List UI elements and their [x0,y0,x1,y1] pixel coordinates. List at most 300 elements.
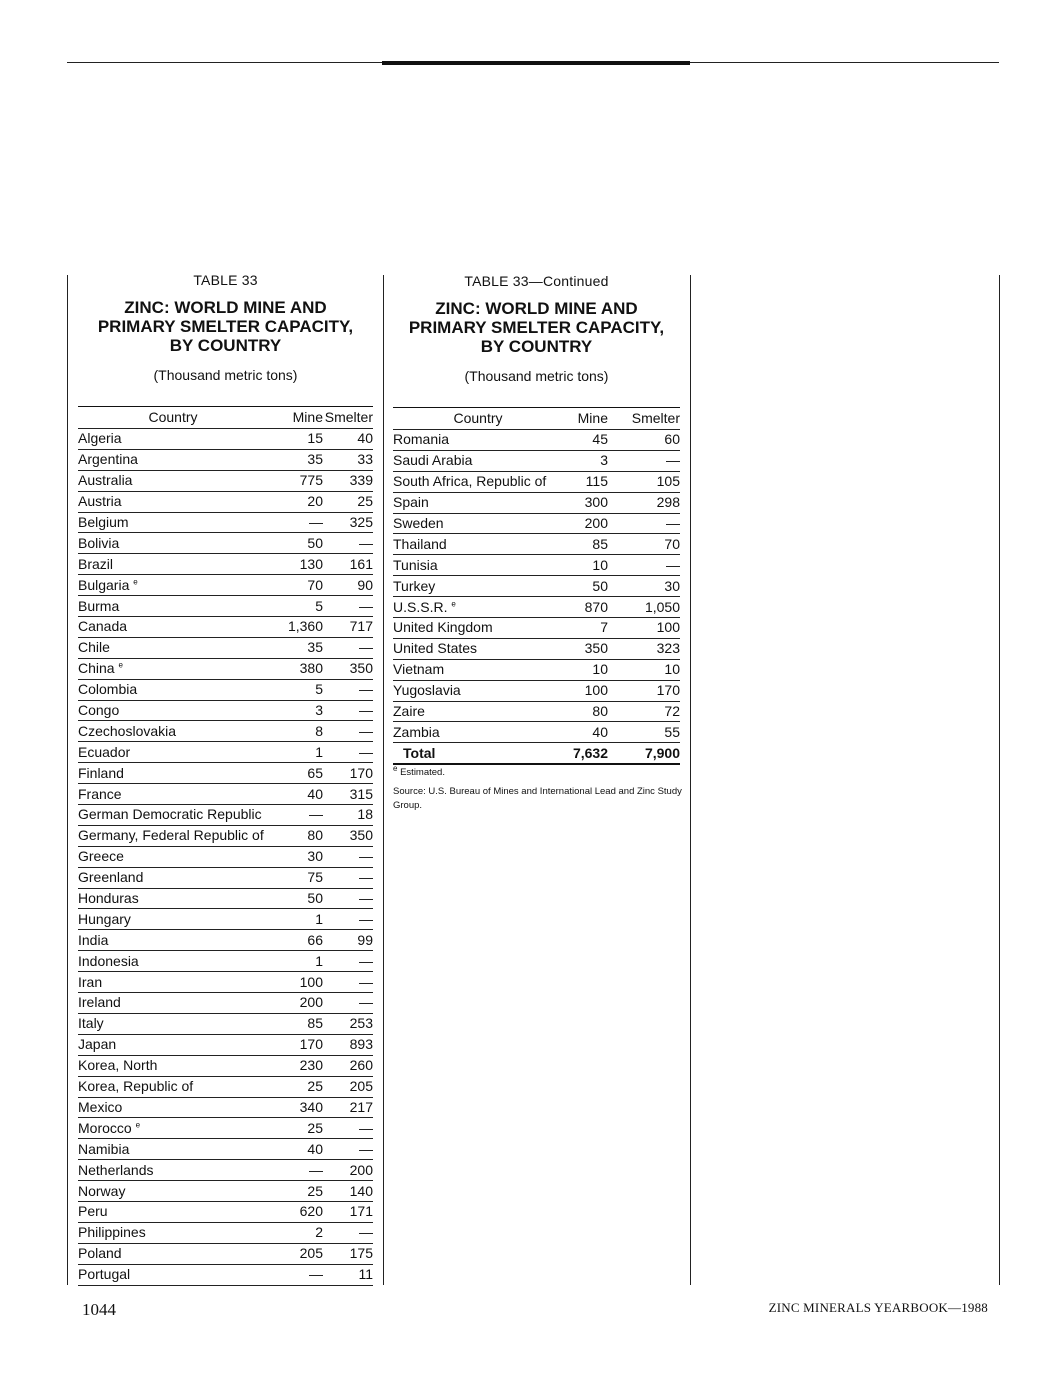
smelter-cell: — [323,596,373,617]
mine-cell: — [268,805,323,826]
country-cell [78,575,268,596]
country-name: Colombia [78,681,138,698]
country-name: Algeria [78,430,122,447]
country-name: Belgium [78,514,129,530]
smelter-cell: — [323,1222,373,1243]
country-cell [78,742,268,763]
right-table-number: TABLE 33—Continued [464,273,609,289]
smelter-cell: 1,050 [608,597,680,618]
country-name: Thailand [393,535,447,552]
left-title-line3: BY COUNTRY [169,336,282,355]
total-label: Total [393,743,563,764]
country-name: Japan [78,1036,117,1053]
header-country: Country [393,408,563,430]
table-row [78,1055,373,1076]
smelter-cell: — [323,909,373,930]
smelter-cell: 10 [608,659,680,680]
smelter-cell: 105 [608,471,680,492]
right-table-header-row [393,408,680,430]
country-cell [78,888,268,909]
total-mine: 7,632 [563,743,608,764]
country-name: United Kingdom [393,619,493,636]
country-name: Burma [78,597,120,614]
table-row [78,1181,373,1202]
country-name: Korea, Republic of [78,1078,194,1095]
table-row [393,555,680,576]
smelter-cell: 323 [608,638,680,659]
table-row [78,1034,373,1055]
country-name: Hungary [78,910,131,927]
header-mine: Mine [268,407,323,429]
smelter-cell: — [323,888,373,909]
country-name: Namibia [78,1140,130,1157]
mine-cell: 70 [268,575,323,596]
table-row [78,575,373,596]
smelter-cell: — [608,555,680,576]
mine-cell: 50 [268,533,323,554]
table-row [78,658,373,679]
table-row [78,1160,373,1181]
mine-cell: 100 [268,972,323,993]
country-name: Bulgaria [78,576,130,593]
country-cell [78,846,268,867]
smelter-cell: — [608,450,680,471]
table-row [393,722,680,743]
country-cell [78,491,268,512]
mine-cell: 7 [563,618,608,639]
mine-cell: 100 [563,680,608,701]
smelter-cell: 175 [323,1243,373,1264]
smelter-cell: — [323,742,373,763]
table-row [78,1222,373,1243]
country-cell [78,617,268,638]
mine-cell: 130 [268,554,323,575]
mine-cell: 8 [268,721,323,742]
country-name: Portugal [78,1266,131,1283]
table-row [78,637,373,658]
table-row [78,1201,373,1222]
table-row [78,846,373,867]
smelter-cell: 260 [323,1055,373,1076]
mine-cell: 40 [268,784,323,805]
mine-cell: 80 [268,825,323,846]
estimated-marker: e [135,1120,141,1130]
table-row [78,805,373,826]
mine-cell: 30 [268,846,323,867]
left-data-table [78,406,373,1286]
table-row [78,1243,373,1264]
table-row [78,1139,373,1160]
smelter-cell: 350 [323,658,373,679]
mine-cell: 1 [268,909,323,930]
mine-cell: 380 [268,658,323,679]
footnote-sup: e [393,763,398,773]
country-name: Sweden [393,515,444,531]
table-row [78,1013,373,1034]
smelter-cell: 99 [323,930,373,951]
smelter-cell: 140 [323,1181,373,1202]
mine-cell: 25 [268,1076,323,1097]
estimated-marker: e [118,660,123,670]
country-name: Greece [78,848,124,865]
mine-cell: — [268,1264,323,1285]
country-cell [393,430,563,451]
country-cell [393,492,563,513]
smelter-cell: 25 [323,491,373,512]
smelter-cell: — [608,513,680,534]
left-table-header-row [78,407,373,429]
country-name: Korea, North [78,1057,158,1074]
mine-cell: 3 [268,700,323,721]
total-row [393,743,680,764]
table-row [393,638,680,659]
country-name: India [78,931,109,948]
smelter-cell: 171 [323,1201,373,1222]
mine-cell: 5 [268,679,323,700]
country-cell [393,680,563,701]
table-row [78,491,373,512]
table-row [78,1097,373,1118]
left-title-line1: ZINC: WORLD MINE AND [124,298,327,317]
country-cell [78,805,268,826]
smelter-cell: — [323,1139,373,1160]
country-cell [78,763,268,784]
country-name: Vietnam [393,661,445,678]
table-row [78,429,373,450]
country-cell [78,1118,268,1139]
smelter-cell: — [323,637,373,658]
mine-cell: 50 [268,888,323,909]
country-cell [78,1055,268,1076]
column-rule-left [67,275,68,1285]
estimated-marker: e [133,577,138,587]
country-name: Ireland [78,994,121,1011]
country-cell [78,1264,268,1285]
country-name: Czechoslovakia [78,722,177,739]
table-row [78,700,373,721]
mine-cell: 35 [268,449,323,470]
smelter-cell: — [323,951,373,972]
left-table-unit: (Thousand metric tons) [153,367,298,383]
table-row [393,471,680,492]
table-row [78,867,373,888]
mine-cell: 3 [563,450,608,471]
smelter-cell: 90 [323,575,373,596]
table-row [78,930,373,951]
mine-cell: 10 [563,555,608,576]
mine-cell: 25 [268,1181,323,1202]
smelter-cell: 100 [608,618,680,639]
right-table-unit: (Thousand metric tons) [464,368,609,384]
country-cell [78,658,268,679]
table-row [393,597,680,618]
mine-cell: 35 [268,637,323,658]
country-cell [78,1201,268,1222]
header-smelter: Smelter [608,408,680,430]
right-table-title [393,299,680,356]
smelter-cell: 55 [608,722,680,743]
country-name: Tunisia [393,556,438,573]
smelter-cell: 30 [608,576,680,597]
country-name: Argentina [78,451,138,468]
mine-cell: 230 [268,1055,323,1076]
right-data-table [393,407,680,765]
country-name: Italy [78,1015,104,1032]
country-name: Zaire [393,703,425,720]
country-cell [78,993,268,1014]
country-name: United States [393,640,478,657]
mine-cell: 205 [268,1243,323,1264]
country-name: South Africa, Republic of [393,473,547,490]
country-cell [393,471,563,492]
country-name: Poland [78,1245,122,1262]
mine-cell: 65 [268,763,323,784]
left-table-number: TABLE 33 [193,272,258,288]
country-cell [78,867,268,888]
mine-cell: — [268,512,323,533]
right-title-line1: ZINC: WORLD MINE AND [435,299,638,318]
smelter-cell: 200 [323,1160,373,1181]
smelter-cell: 11 [323,1264,373,1285]
country-name: Romania [393,431,450,448]
table-row [393,492,680,513]
country-cell [78,1076,268,1097]
country-cell [78,1181,268,1202]
country-cell [393,534,563,555]
smelter-cell: 60 [608,430,680,451]
country-name: Germany, Federal Republic of [78,827,264,844]
mine-cell: 870 [563,597,608,618]
mine-cell: 66 [268,930,323,951]
country-name: Indonesia [78,952,139,969]
smelter-cell: 33 [323,449,373,470]
table-row [78,763,373,784]
country-name: Finland [78,764,124,781]
table-row [393,618,680,639]
right-title-line3: BY COUNTRY [480,337,593,356]
mine-cell: 200 [563,513,608,534]
header-country: Country [78,407,268,429]
country-name: Honduras [78,890,139,907]
country-cell [78,1139,268,1160]
country-cell [393,638,563,659]
table-row [78,742,373,763]
smelter-cell: — [323,721,373,742]
mine-cell: 2 [268,1222,323,1243]
left-title-line2: PRIMARY SMELTER CAPACITY, [97,317,354,336]
country-name: Norway [78,1182,126,1199]
table-row [78,1118,373,1139]
country-cell [393,701,563,722]
country-name: Netherlands [78,1161,154,1178]
country-name: Austria [78,493,122,510]
country-cell [78,533,268,554]
country-name: Yugoslavia [393,682,461,699]
mine-cell: 20 [268,491,323,512]
smelter-cell: — [323,679,373,700]
country-name: Iran [78,973,103,990]
smelter-cell: — [323,972,373,993]
smelter-cell: 339 [323,470,373,491]
mine-cell: 40 [563,722,608,743]
smelter-cell: — [323,993,373,1014]
smelter-cell: — [323,867,373,888]
column-rule-middle [383,275,384,1285]
table-row [78,617,373,638]
table-row [78,1264,373,1285]
country-cell [78,909,268,930]
mine-cell: — [268,1160,323,1181]
table-row [78,721,373,742]
mine-cell: 10 [563,659,608,680]
mine-cell: 200 [268,993,323,1014]
smelter-cell: — [323,1118,373,1139]
left-table-title [78,298,373,355]
country-name: German Democratic Republic [78,806,262,823]
country-name: Turkey [393,577,436,594]
country-cell [78,470,268,491]
mine-cell: 45 [563,430,608,451]
table-row [78,512,373,533]
table-row [78,533,373,554]
mine-cell: 115 [563,471,608,492]
page-number: 1044 [82,1300,116,1319]
smelter-cell: 205 [323,1076,373,1097]
table-row [78,784,373,805]
table-row [78,888,373,909]
country-cell [78,930,268,951]
header-mine: Mine [563,408,608,430]
country-cell [78,449,268,470]
mine-cell: 775 [268,470,323,491]
country-cell [78,721,268,742]
country-cell [78,1097,268,1118]
mine-cell: 340 [268,1097,323,1118]
smelter-cell: 170 [323,763,373,784]
mine-cell: 1 [268,951,323,972]
header-smelter: Smelter [323,407,373,429]
smelter-cell: 18 [323,805,373,826]
table-row [78,1076,373,1097]
mine-cell: 85 [563,534,608,555]
smelter-cell: 893 [323,1034,373,1055]
country-cell [78,554,268,575]
smelter-cell: — [323,846,373,867]
country-cell [78,700,268,721]
smelter-cell: 217 [323,1097,373,1118]
smelter-cell: 170 [608,680,680,701]
mine-cell: 1,360 [268,617,323,638]
country-cell [78,1222,268,1243]
table-row [78,825,373,846]
table-row [393,576,680,597]
country-cell [78,825,268,846]
country-cell [78,951,268,972]
country-name: Philippines [78,1224,146,1241]
table-row [78,993,373,1014]
table-row [393,513,680,534]
mine-cell: 80 [563,701,608,722]
country-name: Canada [78,618,128,635]
smelter-cell: — [323,700,373,721]
mine-cell: 50 [563,576,608,597]
country-name: Spain [393,494,429,511]
country-cell [78,596,268,617]
table-row [78,951,373,972]
country-name: Congo [78,702,120,719]
country-cell [393,597,563,618]
country-cell [78,784,268,805]
smelter-cell: 40 [323,429,373,450]
estimated-marker: e [451,598,456,608]
table-row [393,534,680,555]
country-name: Chile [78,639,110,656]
column-rule-edge [999,275,1000,1285]
column-rule-right [690,275,691,1285]
table-row [78,470,373,491]
footnote-estimated [393,763,680,780]
country-name: Australia [78,472,133,489]
country-name: Morocco [78,1119,132,1136]
table-row [393,659,680,680]
mine-cell: 15 [268,429,323,450]
mine-cell: 85 [268,1013,323,1034]
country-name: U.S.S.R. [393,598,448,615]
country-name: Brazil [78,555,114,572]
left-table-heading [78,272,373,383]
country-name: Ecuador [78,743,131,760]
smelter-cell: 70 [608,534,680,555]
table-row [78,679,373,700]
country-cell [78,512,268,533]
table-row [393,430,680,451]
country-cell [393,555,563,576]
footnote-text: Estimated. [400,767,445,778]
country-name: Mexico [78,1098,123,1115]
country-name: Bolivia [78,534,120,551]
country-cell [393,722,563,743]
country-cell [393,576,563,597]
country-cell [393,659,563,680]
mine-cell: 25 [268,1118,323,1139]
table-row [78,449,373,470]
country-cell [78,679,268,700]
smelter-cell: 315 [323,784,373,805]
top-rule-thick [382,61,690,65]
source-note: Source: U.S. Bureau of Mines and International Lead and Zinc Study Group. [393,786,682,811]
mine-cell: 1 [268,742,323,763]
smelter-cell: 72 [608,701,680,722]
country-name: France [78,785,122,802]
country-cell [393,513,563,534]
mine-cell: 40 [268,1139,323,1160]
table-row [78,554,373,575]
table-row [393,450,680,471]
country-cell [78,1034,268,1055]
country-cell [78,1243,268,1264]
table-row [78,972,373,993]
country-name: China [78,660,115,677]
right-title-line2: PRIMARY SMELTER CAPACITY, [408,318,665,337]
smelter-cell: 325 [323,512,373,533]
smelter-cell: 253 [323,1013,373,1034]
mine-cell: 350 [563,638,608,659]
mine-cell: 620 [268,1201,323,1222]
country-cell [393,618,563,639]
table-row [78,596,373,617]
smelter-cell: 350 [323,825,373,846]
publication-title: ZINC MINERALS YEARBOOK—1988 [768,1300,988,1315]
